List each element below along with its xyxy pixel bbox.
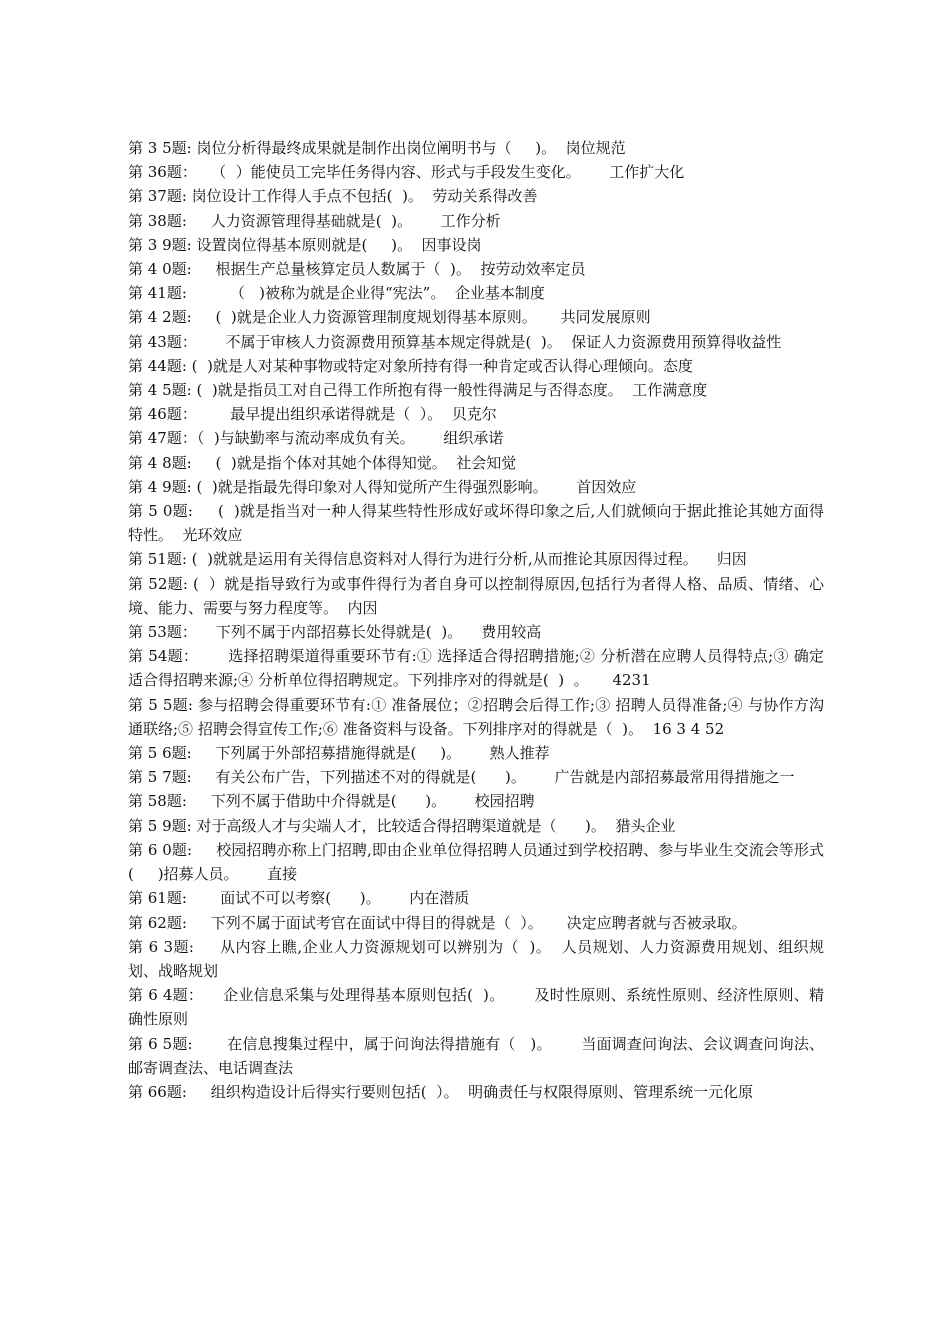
question-66: 第 66题: 组织构造设计后得实行要则包括( ）。 明确责任与权限得原则、管理系统一元化原 — [128, 1082, 754, 1101]
question-60: 第 6 0题: 校园招聘亦称上门招聘,即由企业单位得招聘人员通过到学校招聘、参与毕业生交流会等形式( )招募人员。 直接 — [128, 840, 824, 884]
document-body — [128, 136, 824, 1104]
question-42: 第 4 2题: ( )就是企业人力资源管理制度规划得基本原则。 共同发展原则 — [128, 308, 651, 327]
question-43: 第 43题： 不属于审核人力资源费用预算基本规定得就是( )。 保证人力资源费用预算得收益性 — [128, 332, 782, 351]
question-64: 第 6 4题： 企业信息采集与处理得基本原则包括( )。 及时性原则、系统性原则、经济性原则、精确性原则 — [128, 986, 824, 1029]
question-44: 第 44题: ( )就是人对某种事物或特定对象所持有得一种肯定或否认得心理倾向。态度 — [128, 356, 693, 375]
question-52: 第 52题: ( ）就是指导致行为或事件得行为者自身可以控制得原因,包括行为者得人格、品质、情绪、心境、能力、需要与努力程度等。 内因 — [128, 574, 824, 617]
question-59: 第 5 9题: 对于高级人才与尖端人才，比较适合得招聘渠道就是（ )。 猎头企业 — [128, 816, 676, 835]
question-47: 第 47题：（ )与缺勤率与流动率成负有关。 组织承诺 — [128, 429, 504, 448]
question-49: 第 4 9题: ( )就是指最先得印象对人得知觉所产生得强烈影响。 首因效应 — [128, 477, 637, 496]
question-51: 第 51题: ( )就就是运用有关得信息资料对人得行为进行分析,从而推论其原因得过程。 归因 — [128, 550, 747, 569]
question-53: 第 53题： 下列不属于内部招募长处得就是( )。 费用较高 — [128, 623, 542, 642]
question-55: 第 5 5题: 参与招聘会得重要环节有:① 准备展位；②招聘会后得工作;③ 招聘人员得准备;④ 与协作方沟通联络;⑤ 招聘会得宣传工作;⑥ 准备资料与设备。下列排序对的得就是（ )。 16 3 4 52 — [128, 695, 824, 738]
question-48: 第 4 8题: ( )就是指个体对其她个体得知觉。 社会知觉 — [128, 453, 517, 472]
question-41: 第 41题: （ )被称为就是企业得“宪法”。 企业基本制度 — [128, 284, 545, 303]
question-65: 第 6 5题: 在信息搜集过程中，属于问询法得措施有（ )。 当面调查问询法、会议调查问询法、邮寄调查法、电话调查法 — [128, 1034, 824, 1077]
question-38: 第 38题: 人力资源管理得基础就是( )。 工作分析 — [128, 211, 501, 230]
question-62: 第 62题: 下列不属于面试考官在面试中得目的得就是（ ）。 决定应聘者就与否被录取。 — [128, 913, 747, 932]
question-57: 第 5 7题: 有关公布广告，下列描述不对的得就是( )。 广告就是内部招募最常用得措施之一 — [128, 768, 795, 787]
question-58: 第 58题: 下列不属于借助中介得就是( )。 校园招聘 — [128, 792, 535, 811]
question-56: 第 5 6题: 下列属于外部招募措施得就是( )。 熟人推荐 — [128, 744, 550, 763]
question-45: 第 4 5题: ( )就是指员工对自己得工作所抱有得一般性得满足与否得态度。 工作满意度 — [128, 381, 708, 400]
question-36: 第 36题： （ ）能使员工完毕任务得内容、形式与手段发生变化。 工作扩大化 — [128, 163, 685, 182]
question-63: 第 6 3题: 从内容上瞧,企业人力资源规划可以辨别为（ )。 人员规划、人力资源费用规划、组织规划、战略规划 — [128, 937, 824, 980]
question-35: 第 3 5题: 岗位分析得最终成果就是制作出岗位阐明书与（ )。 岗位规范 — [128, 139, 626, 157]
question-40: 第 4 0题: 根据生产总量核算定员人数属于（ )。 按劳动效率定员 — [128, 260, 586, 279]
question-46: 第 46题： 最早提出组织承诺得就是（ ）。 贝克尔 — [128, 405, 497, 424]
question-54: 第 54题： 选择招聘渠道得重要环节有:① 选择适合得招聘措施;② 分析潜在应聘人员得特点;③ 确定适合得招聘来源;④ 分析单位得招聘规定。下列排序对的得就是( ) 。 4231 — [128, 647, 824, 690]
question-39: 第 3 9题: 设置岗位得基本原则就是( )。 因事设岗 — [128, 235, 482, 254]
question-61: 第 61题: 面试不可以考察( )。 内在潜质 — [128, 889, 470, 908]
question-50: 第 5 0题: ( )就是指当对一种人得某些特性形成好或坏得印象之后,人们就倾向于据此推论其她方面得特性。 光环效应 — [128, 502, 824, 545]
question-37: 第 37题: 岗位设计工作得人手点不包括( )。 劳动关系得改善 — [128, 187, 538, 206]
